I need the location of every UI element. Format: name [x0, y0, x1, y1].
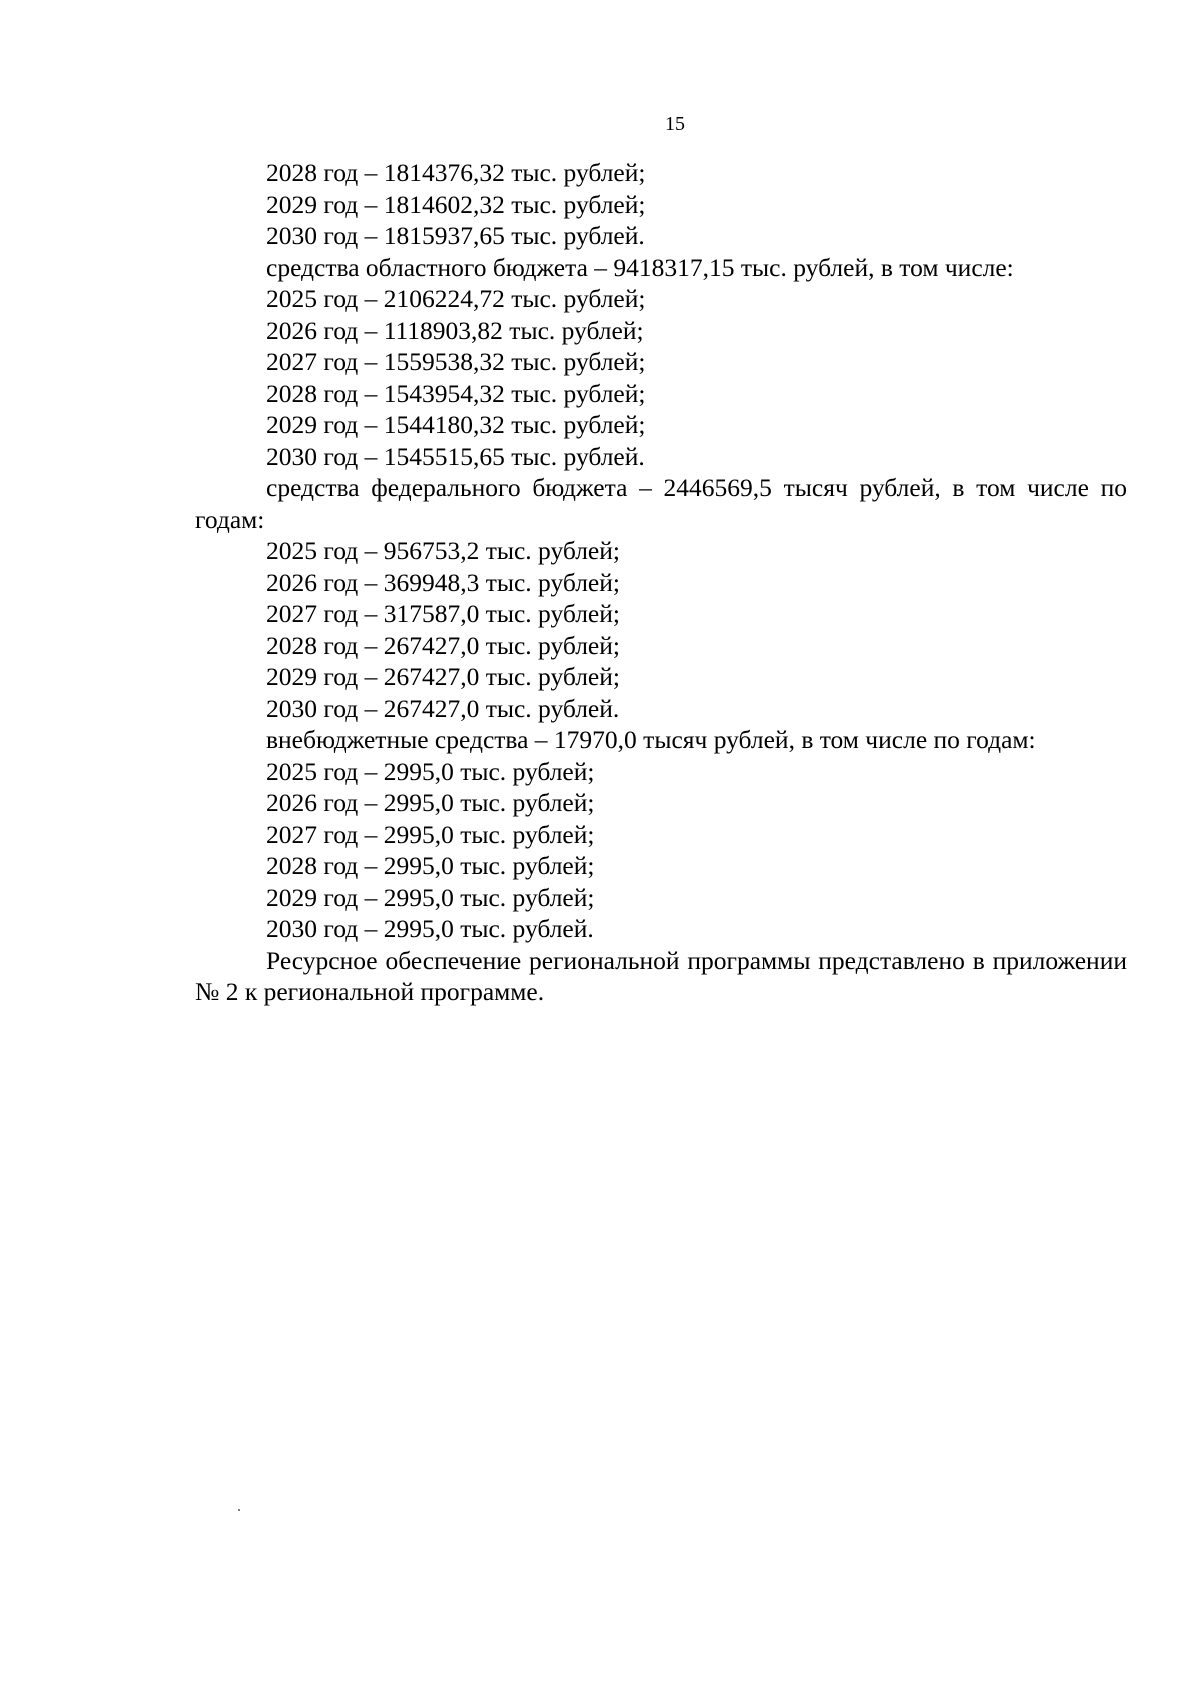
funding-line: 2026 год – 369948,3 тыс. рублей;: [266, 567, 620, 597]
funding-line: средства областного бюджета – 9418317,15 тыс. рублей, в том числе:: [266, 252, 1014, 282]
closing-paragraph: Ресурсное обеспечение региональной программы представлено в приложении № 2 к региональной программе.: [195, 945, 1127, 1006]
federal-budget-paragraph: средства федерального бюджета – 2446569,5 тысяч рублей, в том числе по годам:: [195, 473, 1127, 534]
funding-lines-top: [195, 157, 1127, 472]
document-body: [195, 157, 1127, 1008]
funding-line: 2030 год – 2995,0 тыс. рублей.: [266, 914, 594, 943]
funding-lines-federal: [195, 535, 1127, 945]
funding-line: 2028 год – 1814376,32 тыс. рублей;: [266, 158, 646, 187]
funding-line: 2027 год – 317587,0 тыс. рублей;: [266, 599, 620, 628]
funding-line: 2029 год – 2995,0 тыс. рублей;: [266, 882, 595, 912]
funding-line: 2026 год – 1118903,82 тыс. рублей;: [266, 315, 644, 345]
funding-line: 2028 год – 2995,0 тыс. рублей;: [266, 851, 595, 880]
funding-line: 2027 год – 1559538,32 тыс. рублей;: [266, 347, 646, 376]
funding-line: 2026 год – 2995,0 тыс. рублей;: [266, 788, 595, 817]
funding-line: 2025 год – 2106224,72 тыс. рублей;: [266, 284, 646, 313]
funding-line: 2030 год – 1815937,65 тыс. рублей.: [266, 221, 645, 250]
funding-line: 2029 год – 267427,0 тыс. рублей;: [266, 662, 620, 691]
funding-line: 2025 год – 956753,2 тыс. рублей;: [266, 536, 620, 565]
funding-line: 2029 год – 1814602,32 тыс. рублей;: [266, 189, 646, 219]
funding-line: 2030 год – 267427,0 тыс. рублей.: [266, 693, 620, 723]
funding-line: 2028 год – 1543954,32 тыс. рублей;: [266, 378, 646, 408]
funding-line: 2025 год – 2995,0 тыс. рублей;: [266, 756, 595, 786]
funding-line: 2028 год – 267427,0 тыс. рублей;: [266, 630, 620, 660]
funding-line: внебюджетные средства – 17970,0 тысяч рублей, в том числе по годам:: [266, 725, 1036, 754]
funding-line: 2030 год – 1545515,65 тыс. рублей.: [266, 441, 645, 471]
funding-line: 2027 год – 2995,0 тыс. рублей;: [266, 819, 595, 849]
page-number: 15: [665, 113, 685, 135]
funding-line: 2029 год – 1544180,32 тыс. рублей;: [266, 410, 646, 439]
scan-speck: [238, 1509, 240, 1511]
